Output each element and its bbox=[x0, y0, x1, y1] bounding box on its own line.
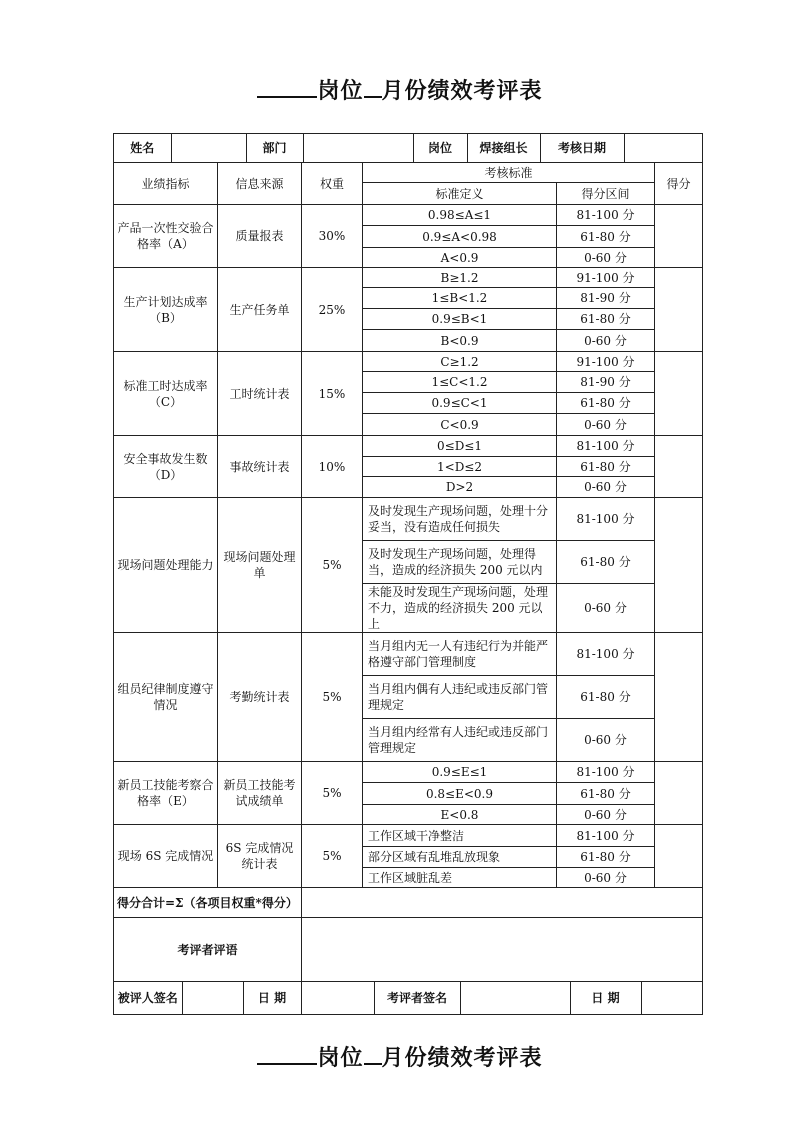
standard-definition: 0.9≤B<1 bbox=[363, 309, 557, 330]
score-range: 81-100 分 bbox=[557, 825, 655, 847]
score-field[interactable] bbox=[655, 498, 703, 633]
standard-definition: 及时发现生产现场问题，处理十分妥当，没有造成任何损失 bbox=[363, 498, 557, 541]
standard-definition: 未能及时发现生产现场问题，处理不力，造成的经济损失 200 元以上 bbox=[363, 584, 557, 633]
title-suffix-text: 月份绩效考评表 bbox=[381, 78, 543, 104]
score-range: 81-90 分 bbox=[557, 372, 655, 393]
indicator-name: 现场问题处理能力 bbox=[114, 498, 218, 633]
form-title-top bbox=[0, 74, 800, 105]
dept-field[interactable] bbox=[303, 134, 413, 162]
col-range-header: 得分区间 bbox=[557, 183, 655, 205]
comment-field[interactable] bbox=[302, 918, 703, 982]
score-range: 61-80 分 bbox=[557, 226, 655, 248]
weight-value: 5% bbox=[302, 762, 363, 825]
score-field[interactable] bbox=[655, 436, 703, 498]
info-source: 事故统计表 bbox=[218, 436, 302, 498]
post-blank[interactable] bbox=[257, 96, 317, 98]
evaluator-date-label: 日 期 bbox=[570, 982, 641, 1014]
evaluation-table bbox=[113, 133, 703, 1015]
criteria-row bbox=[114, 498, 703, 541]
title-post-text-2: 岗位 bbox=[317, 1045, 364, 1071]
col-definition-header: 标准定义 bbox=[363, 183, 557, 205]
title-suffix-text-2: 月份绩效考评表 bbox=[381, 1045, 543, 1071]
weight-value: 30% bbox=[302, 205, 363, 268]
standard-definition: 当月组内经常有人违纪或违反部门管理规定 bbox=[363, 719, 557, 762]
post-label: 岗位 bbox=[413, 134, 467, 162]
indicator-name: 组员纪律制度遵守情况 bbox=[114, 633, 218, 762]
total-label: 得分合计=Σ（各项目权重*得分） bbox=[114, 888, 302, 918]
col-weight-header: 权重 bbox=[302, 163, 363, 205]
info-source: 生产任务单 bbox=[218, 268, 302, 352]
info-source: 现场问题处理单 bbox=[218, 498, 302, 633]
score-range: 0-60 分 bbox=[557, 248, 655, 268]
form-title-bottom bbox=[0, 1041, 800, 1072]
date-label: 考核日期 bbox=[540, 134, 624, 162]
score-range: 81-100 分 bbox=[557, 498, 655, 541]
criteria-row bbox=[114, 633, 703, 676]
signature-row bbox=[114, 982, 703, 1015]
criteria-row bbox=[114, 436, 703, 457]
evaluator-sign-label: 考评者签名 bbox=[374, 982, 460, 1014]
indicator-name: 生产计划达成率（B） bbox=[114, 268, 218, 352]
post-value: 焊接组长 bbox=[467, 134, 540, 162]
signature-table bbox=[114, 982, 703, 1014]
standard-definition: 部分区域有乱堆乱放现象 bbox=[363, 847, 557, 868]
score-range: 61-80 分 bbox=[557, 457, 655, 477]
indicator-name: 安全事故发生数（D） bbox=[114, 436, 218, 498]
criteria-row bbox=[114, 205, 703, 226]
score-field[interactable] bbox=[655, 633, 703, 762]
signature-container bbox=[114, 982, 703, 1015]
indicator-name: 标准工时达成率（C） bbox=[114, 352, 218, 436]
month-blank[interactable] bbox=[364, 96, 382, 98]
standard-definition: 当月组内无一人有违纪行为并能严格遵守部门管理制度 bbox=[363, 633, 557, 676]
standard-definition: 1<D≤2 bbox=[363, 457, 557, 477]
name-label: 姓名 bbox=[114, 134, 171, 162]
score-range: 81-100 分 bbox=[557, 205, 655, 226]
score-range: 0-60 分 bbox=[557, 584, 655, 633]
standard-definition: 及时发现生产现场问题，处理得当，造成的经济损失 200 元以内 bbox=[363, 541, 557, 584]
dept-label: 部门 bbox=[246, 134, 303, 162]
indicator-name: 产品一次性交验合格率（A） bbox=[114, 205, 218, 268]
score-range: 0-60 分 bbox=[557, 805, 655, 825]
post-blank-2[interactable] bbox=[257, 1063, 317, 1065]
score-range: 81-100 分 bbox=[557, 762, 655, 783]
standard-definition: 0≤D≤1 bbox=[363, 436, 557, 457]
col-score-header: 得分 bbox=[655, 163, 703, 205]
criteria-row bbox=[114, 762, 703, 783]
standard-definition: 0.9≤A<0.98 bbox=[363, 226, 557, 248]
standard-definition: 工作区域干净整洁 bbox=[363, 825, 557, 847]
score-range: 81-100 分 bbox=[557, 436, 655, 457]
info-source: 工时统计表 bbox=[218, 352, 302, 436]
evaluator-sign-field[interactable] bbox=[460, 982, 570, 1014]
score-range: 61-80 分 bbox=[557, 541, 655, 584]
standard-definition: 1≤C<1.2 bbox=[363, 372, 557, 393]
standard-definition: C<0.9 bbox=[363, 414, 557, 436]
standard-definition: C≥1.2 bbox=[363, 352, 557, 372]
col-standard-header: 考核标准 bbox=[363, 163, 655, 183]
info-source: 考勤统计表 bbox=[218, 633, 302, 762]
criteria-row bbox=[114, 825, 703, 847]
score-range: 0-60 分 bbox=[557, 868, 655, 888]
month-blank-2[interactable] bbox=[364, 1063, 382, 1065]
score-range: 0-60 分 bbox=[557, 719, 655, 762]
standard-definition: E<0.8 bbox=[363, 805, 557, 825]
score-field[interactable] bbox=[655, 352, 703, 436]
col-source-header: 信息来源 bbox=[218, 163, 302, 205]
standard-definition: D>2 bbox=[363, 477, 557, 498]
standard-definition: B≥1.2 bbox=[363, 268, 557, 288]
criteria-row bbox=[114, 352, 703, 372]
evaluatee-sign-field[interactable] bbox=[182, 982, 243, 1014]
score-field[interactable] bbox=[655, 205, 703, 268]
comment-row bbox=[114, 918, 703, 982]
name-field[interactable] bbox=[171, 134, 246, 162]
score-range: 91-100 分 bbox=[557, 268, 655, 288]
indicator-name: 现场 6S 完成情况 bbox=[114, 825, 218, 888]
info-source: 新员工技能考试成绩单 bbox=[218, 762, 302, 825]
score-range: 81-100 分 bbox=[557, 633, 655, 676]
score-range: 0-60 分 bbox=[557, 414, 655, 436]
info-source: 质量报表 bbox=[218, 205, 302, 268]
weight-value: 5% bbox=[302, 633, 363, 762]
score-field[interactable] bbox=[655, 268, 703, 352]
weight-value: 15% bbox=[302, 352, 363, 436]
score-range: 61-80 分 bbox=[557, 393, 655, 414]
score-range: 81-90 分 bbox=[557, 288, 655, 309]
standard-definition: 工作区域脏乱差 bbox=[363, 868, 557, 888]
evaluatee-date-label: 日 期 bbox=[243, 982, 301, 1014]
weight-value: 25% bbox=[302, 268, 363, 352]
col-indicator-header: 业绩指标 bbox=[114, 163, 218, 205]
standard-definition: 1≤B<1.2 bbox=[363, 288, 557, 309]
score-range: 61-80 分 bbox=[557, 783, 655, 805]
date-field[interactable] bbox=[624, 134, 703, 162]
header-info-row bbox=[114, 134, 703, 163]
standard-definition: 0.9≤C<1 bbox=[363, 393, 557, 414]
evaluatee-sign-label: 被评人签名 bbox=[114, 982, 182, 1014]
info-source: 6S 完成情况统计表 bbox=[218, 825, 302, 888]
score-range: 0-60 分 bbox=[557, 330, 655, 352]
indicator-name: 新员工技能考察合格率（E） bbox=[114, 762, 218, 825]
total-row bbox=[114, 888, 703, 918]
column-header-row bbox=[114, 163, 703, 183]
standard-definition: 0.9≤E≤1 bbox=[363, 762, 557, 783]
score-field[interactable] bbox=[655, 762, 703, 825]
score-field[interactable] bbox=[655, 825, 703, 888]
standard-definition: 0.98≤A≤1 bbox=[363, 205, 557, 226]
total-field[interactable] bbox=[302, 888, 703, 918]
score-range: 61-80 分 bbox=[557, 676, 655, 719]
score-range: 61-80 分 bbox=[557, 847, 655, 868]
score-range: 91-100 分 bbox=[557, 352, 655, 372]
standard-definition: B<0.9 bbox=[363, 330, 557, 352]
evaluator-date-field[interactable] bbox=[641, 982, 703, 1014]
criteria-row bbox=[114, 268, 703, 288]
standard-definition: 0.8≤E<0.9 bbox=[363, 783, 557, 805]
weight-value: 5% bbox=[302, 498, 363, 633]
title-post-text: 岗位 bbox=[317, 78, 364, 104]
score-range: 61-80 分 bbox=[557, 309, 655, 330]
standard-definition: 当月组内偶有人违纪或违反部门管理规定 bbox=[363, 676, 557, 719]
weight-value: 10% bbox=[302, 436, 363, 498]
score-range: 0-60 分 bbox=[557, 477, 655, 498]
standard-definition: A<0.9 bbox=[363, 248, 557, 268]
comment-label: 考评者评语 bbox=[114, 918, 302, 982]
evaluatee-date-field[interactable] bbox=[301, 982, 374, 1014]
weight-value: 5% bbox=[302, 825, 363, 888]
